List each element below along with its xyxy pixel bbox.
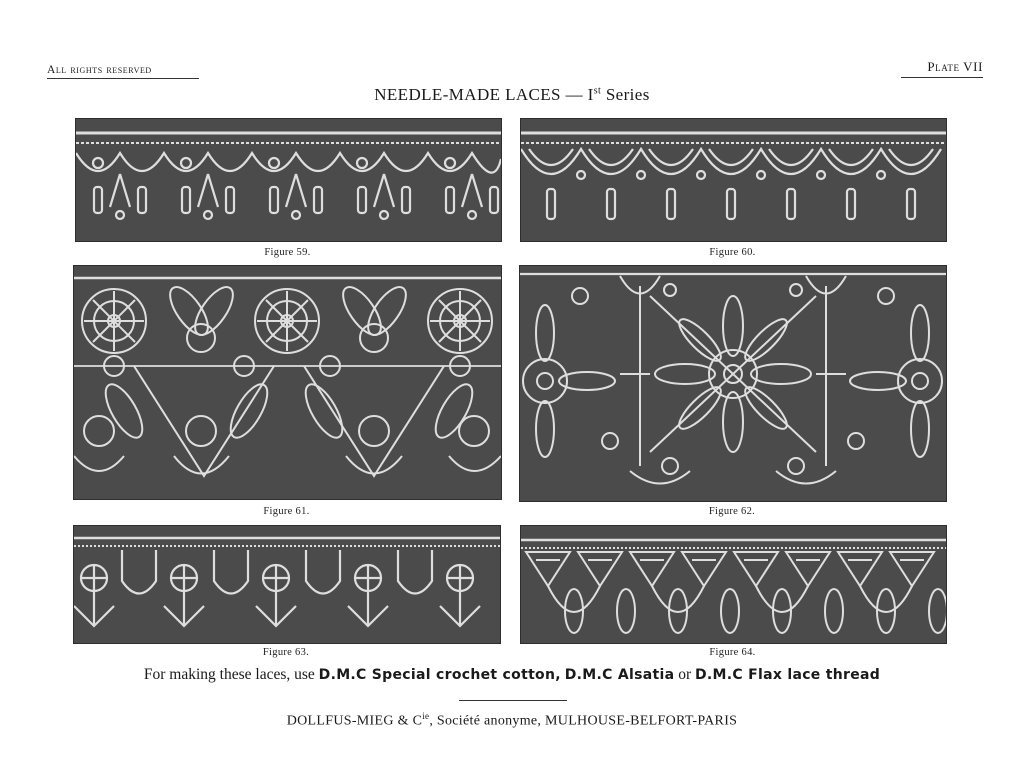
- figure-59-caption: Figure 59.: [264, 247, 311, 258]
- plate-number: Plate VII: [901, 59, 983, 75]
- rights-notice: All rights reserved: [47, 64, 199, 76]
- figure-63-caption: Figure 63.: [262, 647, 310, 658]
- publisher-line: DOLLFUS-MIEG & $C^{ie}$, Société anonyme, MULHOUSE-BELFORT-PARIS: [286, 711, 738, 729]
- product-special-crochet-cotton: D.M.C Special crochet cotton,: [318, 667, 561, 683]
- figure-62-caption: Figure 62.: [708, 506, 756, 517]
- product-alsatia: D.M.C Alsatia: [564, 667, 675, 683]
- thread-instructions: For making these laces, use D.M.C Special crochet cotton, D.M.C Alsatia or D.M.C Flax lace thread: [143, 666, 881, 683]
- figure-64-lace-image: [520, 525, 947, 644]
- figure-64-caption: Figure 64.: [709, 647, 756, 658]
- figure-60-caption: Figure 60.: [709, 247, 756, 258]
- figure-61-caption: Figure 61.: [263, 506, 310, 517]
- figure-61-lace-image: [73, 265, 502, 500]
- footer-divider: [459, 700, 567, 701]
- page-title: NEEDLE-MADE LACES — Ist Series: [374, 85, 650, 104]
- figure-62-lace-image: [519, 265, 947, 502]
- figure-59-lace-image: [75, 118, 502, 242]
- figure-63-lace-image: [73, 525, 501, 644]
- figure-60-lace-image: [520, 118, 947, 242]
- product-flax-lace-thread: D.M.C Flax lace thread: [695, 667, 881, 683]
